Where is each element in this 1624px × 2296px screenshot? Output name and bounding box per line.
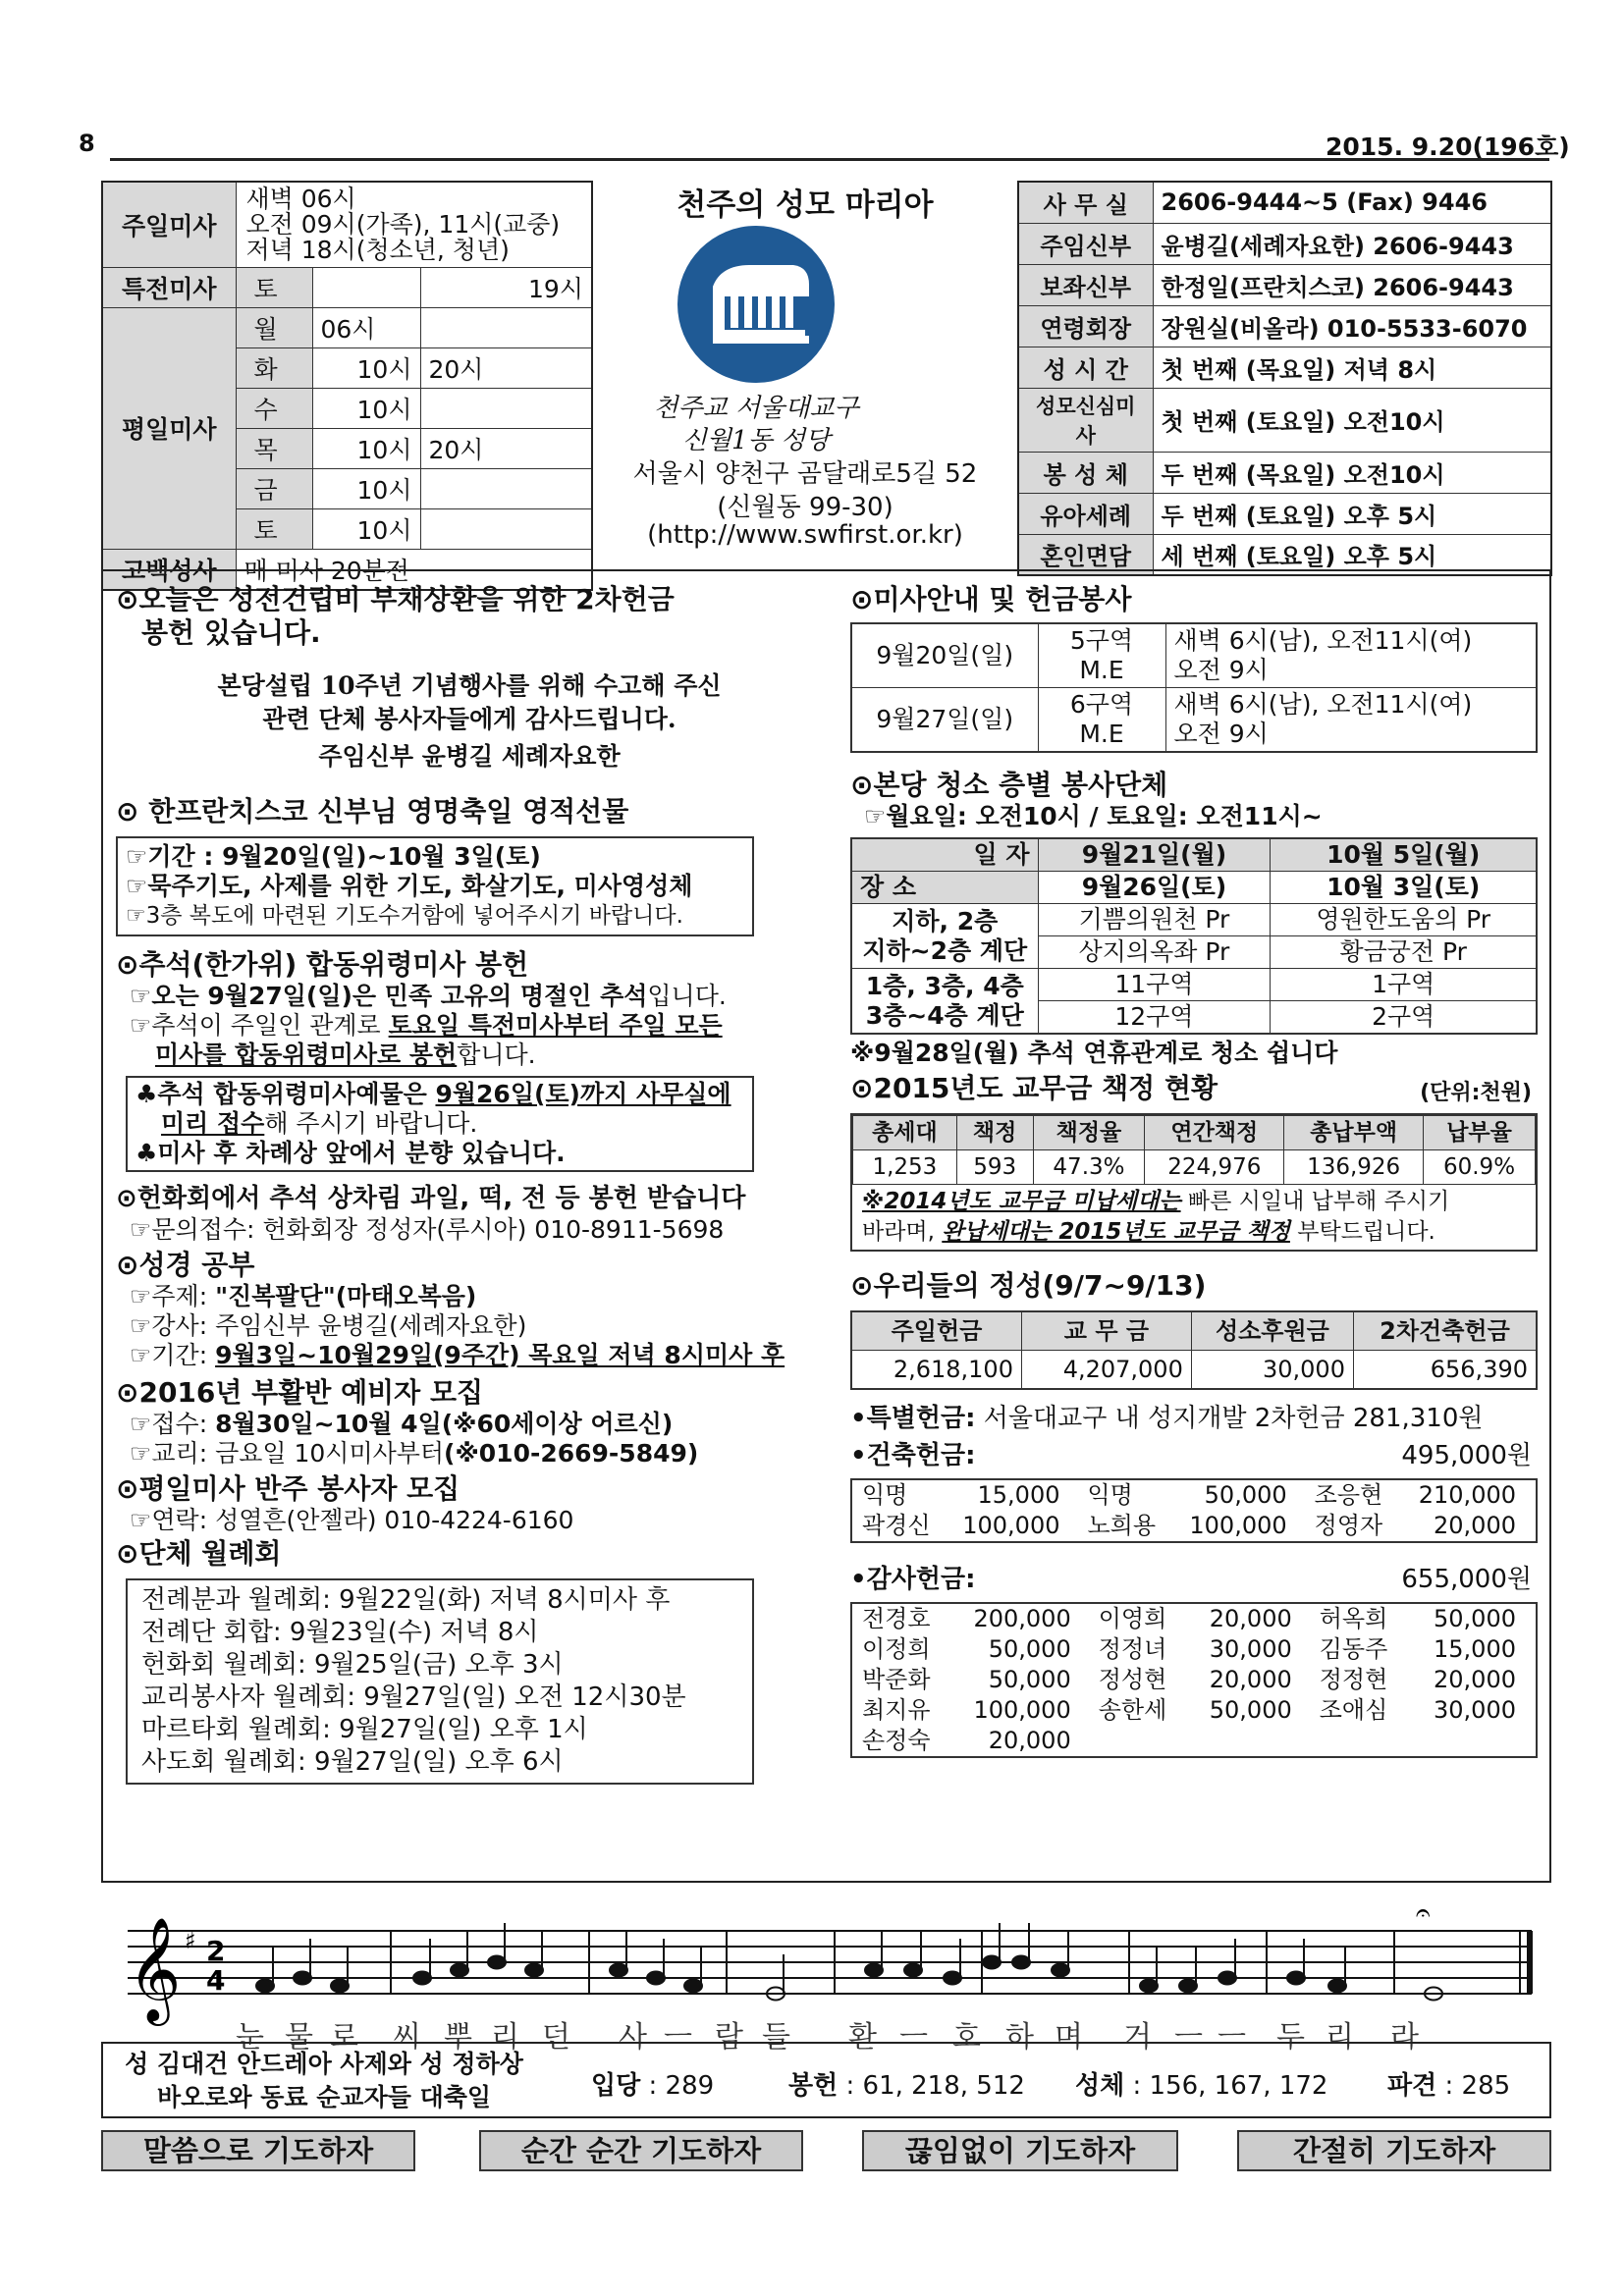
offertory-label: 봉헌 (788, 2071, 839, 2101)
tithe-header: 연간책정 (1145, 1116, 1284, 1150)
gift-period: ☞기간 : 9월20일(일)~10월 3일(토) (126, 842, 541, 871)
weekday-day: 금 (236, 468, 312, 508)
special-mass-label: 특전미사 (102, 267, 236, 307)
sharp-icon: ♯ (185, 1927, 196, 1954)
contact-key: 사 무 실 (1018, 182, 1153, 223)
note-head (1179, 1980, 1197, 1993)
donor: 송한세 (1098, 1696, 1167, 1724)
meetings-box (126, 1578, 754, 1785)
weekday-day: 화 (236, 347, 312, 388)
spiritual-gift-box (116, 836, 754, 936)
weekday-time-evening (420, 388, 592, 428)
weekday-time-evening (420, 468, 592, 508)
contact-key: 성모신심미사 (1018, 388, 1153, 452)
chuseok-note: ☞추석이 주일인 관계로 (130, 1011, 389, 1040)
tithe-note-text: 빠른 시일내 납부해 주시기 (1180, 1189, 1450, 1214)
motto-3: 끊임없이 기도하자 (862, 2130, 1178, 2171)
thanks-signature: 주임신부 윤병길 세례자요한 (318, 742, 621, 771)
contact-value: 두 번째 (목요일) 오전10시 (1153, 452, 1551, 493)
cleaning-group: 황금궁전 Pr (1271, 936, 1537, 969)
special-offering-label: •특별헌금: (850, 1404, 976, 1433)
cleaning-place-2: 3층~4층 계단 (865, 1000, 1024, 1030)
note-head (256, 1980, 274, 1993)
memorial-request: 해 주시기 바랍니다. (264, 1109, 478, 1138)
special-offering-text: 서울대교구 내 성지개발 2차헌금 281,310원 (983, 1404, 1484, 1433)
lyric-syllable: 라 (1390, 2020, 1421, 2055)
cleaning-group: 2구역 (1271, 1001, 1537, 1035)
dismissal-number: : 285 (1436, 2071, 1511, 2101)
contacts-table (1017, 181, 1552, 576)
mass-date: 9월20일(일) (851, 623, 1038, 688)
incense-line: ♣미사 후 차례상 앞에서 분향 있습니다. (135, 1139, 566, 1167)
cleaning-group: 1구역 (1271, 969, 1537, 1001)
amount: 20,000 (1209, 1666, 1292, 1693)
offering-title: ⊙우리들의 정성(9/7~9/13) (850, 1269, 1207, 1302)
note-head (413, 1972, 431, 1985)
lyric-syllable: 며 (1055, 2020, 1085, 2055)
contact-value: 윤병길(세례자요한) 2606-9443 (1153, 223, 1551, 264)
sunday-time-1: 새벽 06시 (245, 184, 356, 213)
bible-topic: "진복팔단"(마태오복음) (215, 1282, 477, 1310)
tithe-table (852, 1115, 1536, 1185)
lyric-syllable: ㅡ (1218, 2020, 1248, 2055)
note-head (1140, 1980, 1158, 1993)
lyric-syllable: 씨 (393, 2020, 423, 2055)
lyric-syllable: 던 (542, 2020, 572, 2055)
note-head (1052, 1964, 1069, 1977)
donor: 조애심 (1319, 1696, 1388, 1724)
catechumen-phone: (※010-2669-5849) (444, 1439, 699, 1468)
mass-time: 새벽 6시(남), 오전11시(여) (1173, 690, 1473, 719)
amount: 100,000 (1189, 1512, 1287, 1539)
bible-period-label: ☞기간: (130, 1341, 216, 1369)
weekday-time-evening: 20시 (420, 428, 592, 468)
cleaning-place-2: 지하~2층 계단 (862, 935, 1028, 965)
amount: 15,000 (1434, 1635, 1516, 1663)
time-signature-top: 2 (206, 1935, 226, 1967)
chuseok-note-bold-2: 미사를 합동위령미사로 봉헌 (155, 1041, 458, 1069)
weekday-time-morning: 10시 (312, 347, 420, 388)
cleaning-header-date: 일 자 (851, 838, 1038, 872)
confession-label: 고백성사 (102, 549, 236, 590)
lyric-syllable: 하 (1005, 2020, 1036, 2055)
contact-key: 보좌신부 (1018, 264, 1153, 305)
notice-title-6: ⊙2016년 부활반 예비자 모집 (116, 1376, 484, 1409)
communion-label: 성체 (1075, 2071, 1125, 2101)
cleaning-header-place: 장 소 (851, 872, 1038, 904)
offering-value: 4,207,000 (1021, 1351, 1191, 1390)
donor: 전경호 (862, 1605, 931, 1632)
donor: 조응현 (1314, 1481, 1383, 1509)
header-rule (110, 158, 1549, 161)
contact-value: 2606-9444~5 (Fax) 9446 (1153, 182, 1551, 223)
contact-value: 첫 번째 (목요일) 저녁 8시 (1153, 347, 1551, 388)
right-column (850, 583, 1538, 1758)
note-head (684, 1980, 702, 1993)
donor: 김동주 (1319, 1635, 1388, 1663)
special-mass-day: 토 (236, 267, 312, 307)
cleaning-date: 10월 5일(월) (1271, 838, 1537, 872)
contact-key: 유아세례 (1018, 493, 1153, 534)
mass-group-2: M.E (1079, 656, 1124, 684)
note-head (610, 1964, 627, 1977)
donor: 익명 (862, 1481, 908, 1509)
donor: 정정현 (1319, 1666, 1388, 1693)
tithe-header: 납부율 (1424, 1116, 1536, 1150)
lyric-syllable: 사 (619, 2020, 649, 2055)
cleaning-title: ⊙본당 청소 층별 봉사단체 (850, 769, 1168, 801)
note-head (331, 1980, 349, 1993)
lyric-syllable: ㅡ (899, 2020, 930, 2055)
weekday-day: 수 (236, 388, 312, 428)
donor: 곽경신 (862, 1512, 931, 1539)
parish-title: 천주의 성모 마리아 (677, 187, 934, 223)
amount: 30,000 (1209, 1635, 1292, 1663)
note-head (488, 1956, 506, 1969)
donor: 노희용 (1087, 1512, 1157, 1539)
weekday-time-early: 06시 (312, 307, 420, 347)
notice-title-1: ⊙오늘은 성전건립비 부채상환을 위한 2차헌금 (116, 583, 675, 615)
weekday-day: 토 (236, 508, 312, 549)
amount: 50,000 (1204, 1481, 1287, 1509)
thanks-line-1: 본당설립 10주년 기념행사를 위해 수고해 주신 (217, 671, 722, 700)
mass-guide-table (850, 622, 1538, 753)
memorial-advance: 미리 접수 (161, 1109, 265, 1138)
tithe-note-text-2: 바라며, (862, 1219, 943, 1245)
signature-line-1: 천주교 서울대교구 (653, 394, 859, 423)
donor: 정영자 (1314, 1512, 1383, 1539)
weekday-time-morning: 10시 (312, 508, 420, 549)
time-signature-bottom: 4 (206, 1964, 226, 1997)
gift-prayers: ☞묵주기도, 사제를 위한 기도, 화살기도, 미사영성체 (126, 872, 693, 900)
gift-instruction: ☞3층 복도에 마련된 기도수거함에 넣어주시기 바랍니다. (126, 903, 683, 929)
motto-2: 순간 순간 기도하자 (479, 2130, 803, 2171)
notice-title-1b: 봉헌 있습니다. (141, 616, 321, 649)
donor: 익명 (1087, 1481, 1133, 1509)
tithe-paid-note: 완납세대는 2015년도 교무금 책정 (942, 1219, 1290, 1245)
chuseok-date: 오는 9월27일(일)은 민족 고유의 명절인 추석 (151, 982, 648, 1010)
note-head (1012, 1956, 1030, 1969)
amount: 50,000 (988, 1635, 1071, 1663)
donor: 정성현 (1098, 1666, 1167, 1693)
parish-url[interactable]: (http://www.swfirst.or.kr) (647, 520, 963, 550)
tithe-value: 136,926 (1284, 1150, 1424, 1185)
weekday-time-morning (420, 307, 592, 347)
offering-header: 주일헌금 (851, 1311, 1021, 1351)
donor: 이영희 (1098, 1605, 1167, 1632)
lyric-syllable: 리 (1326, 2020, 1356, 2055)
sunday-mass-label: 주일미사 (102, 182, 236, 267)
cleaning-group: 기쁨의원천 Pr (1038, 904, 1271, 936)
tithe-value: 593 (956, 1150, 1033, 1185)
cleaning-note: ※9월28일(월) 추석 연휴관계로 청소 쉽니다 (850, 1039, 1338, 1067)
offering-header: 2차건축헌금 (1353, 1311, 1537, 1351)
mass-group-2: M.E (1079, 720, 1124, 748)
sunday-time-3: 저녁 18시(청소년, 청년) (245, 235, 510, 264)
flower-contact: ☞문의접수: 헌화회장 정성자(루시아) 010-8911-5698 (130, 1215, 725, 1244)
weekday-time-morning: 10시 (312, 388, 420, 428)
cleaning-date: 9월21일(월) (1038, 838, 1271, 872)
offering-value: 656,390 (1353, 1351, 1537, 1390)
parish-logo-icon (677, 224, 835, 386)
tithe-box (850, 1113, 1538, 1252)
building-offering-table (850, 1478, 1538, 1543)
meeting-item: 전례단 회합: 9월23일(수) 저녁 8시 (141, 1618, 539, 1647)
page-number: 8 (79, 130, 95, 157)
special-mass-time: 19시 (420, 267, 592, 307)
lyric-syllable: ㅡ (1174, 2020, 1205, 2055)
weekday-day: 월 (236, 307, 312, 347)
fermata-icon: 𝄐 (1416, 1899, 1431, 1928)
notice-title-2: ⊙ 한프란치스코 신부님 영명축일 영적선물 (116, 795, 629, 828)
entrance-label: 입당 (591, 2071, 641, 2101)
contact-key: 주임신부 (1018, 223, 1153, 264)
notice-title-8: ⊙단체 월례회 (116, 1537, 282, 1570)
tithe-value: 1,253 (853, 1150, 957, 1185)
lyric-syllable: 뿌 (444, 2020, 474, 2055)
offering-header: 성소후원금 (1191, 1311, 1353, 1351)
chuseok-note-bold: 토요일 특전미사부터 주일 모든 (388, 1011, 723, 1040)
contact-key: 혼인면담 (1018, 534, 1153, 575)
bible-topic-label: ☞주제: (130, 1282, 216, 1310)
building-offering-total: 495,000원 (1401, 1441, 1532, 1470)
offering-table (850, 1310, 1538, 1390)
signature-line-2: 신월1동 성당 (681, 426, 831, 455)
notice-title-3: ⊙추석(한가위) 합동위령미사 봉헌 (116, 948, 529, 981)
mass-schedule-table (101, 181, 593, 591)
organist-contact: ☞연락: 성열흔(안젤라) 010-4224-6160 (130, 1506, 574, 1534)
note-head (1328, 1980, 1346, 1993)
feast-line-2: 바오로와 동료 순교자들 대축일 (156, 2083, 492, 2111)
lyric-syllable: 거 (1123, 2020, 1154, 2055)
note-head (983, 1956, 1001, 1969)
donor: 손정숙 (862, 1727, 931, 1754)
note-head (451, 1964, 468, 1977)
lyric-syllable: ㅡ (664, 2020, 694, 2055)
cleaning-place: 1층, 3층, 4층 (865, 971, 1024, 1000)
thanks-line-2: 관련 단체 봉사자들에게 감사드립니다. (262, 705, 677, 733)
notice-title-5: ⊙성경 공부 (116, 1249, 255, 1281)
weekday-time-morning: 10시 (312, 428, 420, 468)
note-head (865, 1964, 883, 1977)
donor: 박준화 (862, 1666, 931, 1693)
amount: 15,000 (977, 1481, 1060, 1509)
note-head (1287, 1972, 1305, 1985)
cleaning-group: 상지의옥좌 Pr (1038, 936, 1271, 969)
mass-date: 9월27일(일) (851, 688, 1038, 753)
communion-numbers: : 156, 167, 172 (1124, 2071, 1328, 2101)
bible-period: 9월3일~10월29일(9주간) 목요일 저녁 8시미사 후 (215, 1341, 785, 1369)
lyric-syllable: 눈 (236, 2020, 266, 2055)
building-offering-label: •건축헌금: (850, 1441, 976, 1470)
confession-value: 매 미사 20분전 (236, 549, 592, 590)
tithe-unpaid-note: ※2014년도 교무금 미납세대는 (862, 1189, 1181, 1214)
treble-clef-icon: 𝄞 (128, 1916, 182, 2021)
liturgy-stats-box (101, 2042, 1551, 2118)
thanks-offering-table (850, 1602, 1538, 1758)
weekday-time-morning: 10시 (312, 468, 420, 508)
cleaning-place: 지하, 2층 (892, 906, 999, 935)
cleaning-group: 영원한도움의 Pr (1271, 904, 1537, 936)
tithe-header: 총세대 (853, 1116, 957, 1150)
lyric-syllable: 람 (715, 2020, 745, 2055)
weekday-time-evening (420, 508, 592, 549)
hand-icon: ☞ (130, 982, 152, 1010)
cleaning-date: 10월 3일(토) (1271, 872, 1537, 904)
offering-value: 2,618,100 (851, 1351, 1021, 1390)
tithe-value: 60.9% (1424, 1150, 1536, 1185)
meeting-item: 사도회 월례회: 9월27일(일) 오후 6시 (141, 1747, 564, 1777)
contact-value: 한정일(프란치스코) 2606-9443 (1153, 264, 1551, 305)
feast-line-1: 성 김대건 안드레아 사제와 성 정하상 (125, 2050, 523, 2078)
note-head (525, 1964, 543, 1977)
donor: 최지유 (862, 1696, 931, 1724)
donor: 정정녀 (1098, 1635, 1167, 1663)
amount: 210,000 (1418, 1481, 1516, 1509)
mass-guide-title: ⊙미사안내 및 헌금봉사 (850, 583, 1132, 615)
cleaning-group: 12구역 (1038, 1001, 1271, 1035)
notice-title-7: ⊙평일미사 반주 봉사자 모집 (116, 1472, 460, 1505)
tithe-title: ⊙2015년도 교무금 책정 현황 (850, 1072, 1218, 1104)
cleaning-date: 9월26일(토) (1038, 872, 1271, 904)
lyric-syllable: 물 (285, 2020, 315, 2055)
parish-address-old: (신월동 99-30) (717, 493, 893, 522)
note-head (647, 1972, 665, 1985)
tithe-value: 224,976 (1145, 1150, 1284, 1185)
bible-lecturer: ☞강사: 주임신부 윤병길(세례자요한) (130, 1311, 527, 1340)
weekday-mass-label: 평일미사 (102, 307, 236, 549)
contact-key: 성 시 간 (1018, 347, 1153, 388)
meeting-item: 전례분과 월례회: 9월22일(화) 저녁 8시미사 후 (141, 1585, 671, 1615)
note-head (294, 1972, 311, 1985)
mass-time: 새벽 6시(남), 오전11시(여) (1173, 626, 1473, 655)
catechumen-period: 8월30일~10월 4일(※60세이상 어르신) (215, 1410, 674, 1438)
parish-address: 서울시 양천구 곰달래로5길 52 (632, 459, 978, 489)
sunday-time-2: 오전 09시(가족), 11시(교중) (245, 209, 561, 239)
amount: 30,000 (1434, 1696, 1516, 1724)
mass-time-2: 오전 9시 (1173, 656, 1269, 684)
tithe-value: 47.3% (1033, 1150, 1145, 1185)
donor: 허옥희 (1319, 1605, 1388, 1632)
memorial-line: ♣추석 합동위령미사예물은 (135, 1080, 436, 1108)
lyric-syllable: 호 (952, 2020, 983, 2055)
catechumen-label: ☞접수: (130, 1410, 216, 1438)
memorial-box (126, 1076, 754, 1172)
donor: 이정희 (862, 1635, 931, 1663)
motto-4: 간절히 기도하자 (1237, 2130, 1551, 2171)
contact-key: 연령회장 (1018, 305, 1153, 347)
lyric-syllable: 로 (330, 2020, 360, 2055)
thanks-offering-total: 655,000원 (1401, 1565, 1532, 1594)
chuseok-end: 입니다. (647, 982, 727, 1010)
amount: 200,000 (973, 1605, 1071, 1632)
offering-header: 교 무 금 (1021, 1311, 1191, 1351)
tithe-header: 총납부액 (1284, 1116, 1424, 1150)
meeting-item: 교리봉사자 월례회: 9월27일(일) 오전 12시30분 (141, 1682, 686, 1712)
lyric-syllable: 환 (848, 2020, 879, 2055)
memorial-deadline: 9월26일(토)까지 사무실에 (435, 1080, 731, 1108)
offering-value: 30,000 (1191, 1351, 1353, 1390)
contact-value: 두 번째 (토요일) 오후 5시 (1153, 493, 1551, 534)
contact-value: 세 번째 (토요일) 오후 5시 (1153, 534, 1551, 575)
lyric-syllable: 두 (1276, 2020, 1307, 2055)
cleaning-table (850, 837, 1538, 1035)
amount: 50,000 (1209, 1696, 1292, 1724)
meeting-item: 마르타회 월례회: 9월27일(일) 오후 1시 (141, 1715, 588, 1744)
lyric-syllable: 들 (762, 2020, 792, 2055)
cleaning-group: 11구역 (1038, 969, 1271, 1001)
motto-1: 말씀으로 기도하자 (101, 2130, 415, 2171)
mass-time-2: 오전 9시 (1173, 720, 1269, 748)
note-head (944, 1972, 961, 1985)
mass-group: 6구역 (1069, 690, 1134, 719)
meeting-item: 헌화회 월례회: 9월25일(금) 오후 3시 (141, 1650, 564, 1680)
mass-group: 5구역 (1069, 626, 1134, 655)
note-head (904, 1964, 922, 1977)
left-column (116, 583, 823, 1785)
chuseok-note-end: 합니다. (457, 1041, 536, 1069)
amount: 50,000 (1434, 1605, 1516, 1632)
entrance-number: : 289 (640, 2071, 715, 2101)
weekday-day: 목 (236, 428, 312, 468)
amount: 20,000 (1434, 1666, 1516, 1693)
offertory-numbers: : 61, 218, 512 (838, 2071, 1025, 2101)
amount: 100,000 (962, 1512, 1060, 1539)
lyric-syllable: 리 (491, 2020, 521, 2055)
weekday-time-evening: 20시 (420, 347, 592, 388)
contact-value: 장원실(비올라) 010-5533-6070 (1153, 305, 1551, 347)
note-head (1218, 1972, 1236, 1985)
contact-value: 첫 번째 (토요일) 오전10시 (1153, 388, 1551, 452)
tithe-header: 책정율 (1033, 1116, 1145, 1150)
amount: 50,000 (988, 1666, 1071, 1693)
catechumen-class: ☞교리: 금요일 10시미사부터 (130, 1439, 445, 1468)
contact-key: 봉 성 체 (1018, 452, 1153, 493)
amount: 20,000 (1434, 1512, 1516, 1539)
amount: 20,000 (1209, 1605, 1292, 1632)
thanks-offering-label: •감사헌금: (850, 1565, 976, 1594)
cleaning-schedule: ☞월요일: 오전10시 / 토요일: 오전11시~ (864, 802, 1323, 830)
amount: 20,000 (988, 1727, 1071, 1754)
tithe-unit: (단위:천원) (1420, 1081, 1532, 1105)
amount: 100,000 (973, 1696, 1071, 1724)
tithe-header: 책정 (956, 1116, 1033, 1150)
notice-title-4: ⊙헌화회에서 추석 상차림 과일, 떡, 전 등 봉헌 받습니다 (116, 1184, 746, 1213)
dismissal-label: 파견 (1387, 2071, 1437, 2101)
issue-date: 2015. 9.20(196호) (1326, 133, 1570, 161)
tithe-note-end: 부탁드립니다. (1289, 1219, 1435, 1245)
